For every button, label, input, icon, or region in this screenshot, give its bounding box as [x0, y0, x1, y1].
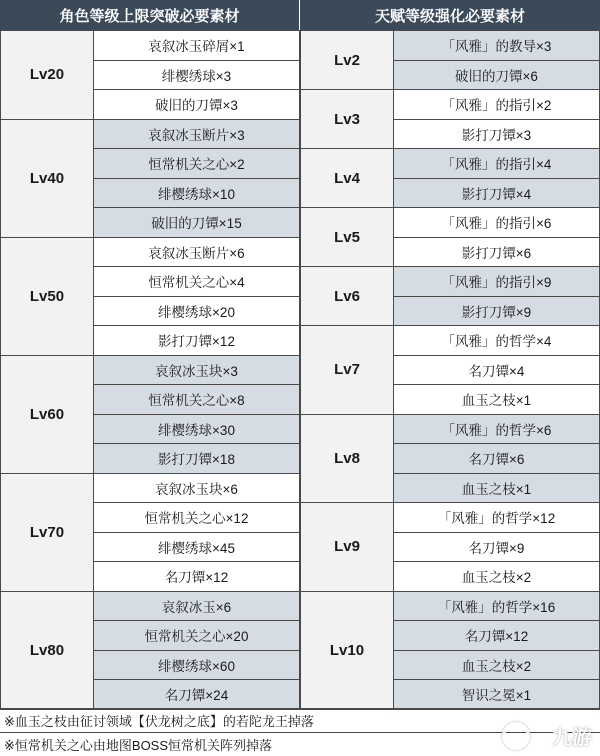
material-cell: 哀叙冰玉断片×6 — [93, 237, 300, 268]
material-cell: 绯樱绣球×20 — [93, 296, 300, 327]
material-cell: 血玉之枝×2 — [393, 561, 600, 592]
level-cell: Lv7 — [300, 325, 394, 415]
level-cell: Lv4 — [300, 148, 394, 208]
level-cell: Lv6 — [300, 266, 394, 326]
material-cell: 血玉之枝×1 — [393, 473, 600, 504]
material-cell: 「风雅」的指引×6 — [393, 207, 600, 238]
level-cell: Lv60 — [0, 355, 94, 474]
material-cell: 恒常机关之心×2 — [93, 148, 300, 179]
material-cell: 绯樱绣球×60 — [93, 650, 300, 681]
left-table-title: 角色等级上限突破必要素材 — [0, 0, 300, 30]
material-cell: 名刀镡×12 — [393, 620, 600, 651]
material-cell: 恒常机关之心×12 — [93, 502, 300, 533]
material-cell: 「风雅」的教导×3 — [393, 30, 600, 61]
material-cell: 「风雅」的哲学×4 — [393, 325, 600, 356]
level-cell: Lv10 — [300, 591, 394, 710]
material-cell: 血玉之枝×1 — [393, 384, 600, 415]
level-cell: Lv3 — [300, 89, 394, 149]
level-cell: Lv20 — [0, 30, 94, 120]
material-cell: 恒常机关之心×4 — [93, 266, 300, 297]
material-cell: 影打刀镡×4 — [393, 178, 600, 209]
footnote: ※恒常机关之心由地图BOSS恒常机关阵列掉落 — [0, 732, 600, 756]
material-cell: 绯樱绣球×10 — [93, 178, 300, 209]
material-cell: 影打刀镡×6 — [393, 237, 600, 268]
material-cell: 智识之冕×1 — [393, 679, 600, 710]
material-cell: 「风雅」的指引×9 — [393, 266, 600, 297]
material-cell: 绯樱绣球×30 — [93, 414, 300, 445]
material-cell: 血玉之枝×2 — [393, 650, 600, 681]
material-cell: 名刀镡×9 — [393, 532, 600, 563]
watermark-text: 九游 — [552, 727, 592, 749]
level-cell: Lv80 — [0, 591, 94, 710]
material-cell: 名刀镡×6 — [393, 443, 600, 474]
material-cell: 影打刀镡×9 — [393, 296, 600, 327]
material-cell: 「风雅」的哲学×6 — [393, 414, 600, 445]
material-cell: 「风雅」的指引×4 — [393, 148, 600, 179]
level-cell: Lv70 — [0, 473, 94, 592]
material-cell: 哀叙冰玉碎屑×1 — [93, 30, 300, 61]
material-cell: 名刀镡×12 — [93, 561, 300, 592]
level-cell: Lv9 — [300, 502, 394, 592]
material-cell: 名刀镡×4 — [393, 355, 600, 386]
material-cell: 「风雅」的指引×2 — [393, 89, 600, 120]
material-cell: 绯樱绣球×45 — [93, 532, 300, 563]
material-cell: 哀叙冰玉断片×3 — [93, 119, 300, 150]
jiuyou-logo-icon — [502, 722, 530, 750]
material-cell: 恒常机关之心×20 — [93, 620, 300, 651]
level-cell: Lv50 — [0, 237, 94, 356]
material-cell: 影打刀镡×3 — [393, 119, 600, 150]
material-cell: 绯樱绣球×3 — [93, 60, 300, 91]
right-table-title: 天赋等级强化必要素材 — [300, 0, 600, 30]
material-cell: 影打刀镡×12 — [93, 325, 300, 356]
level-cell: Lv5 — [300, 207, 394, 267]
footnote: ※血玉之枝由征讨领域【伏龙树之底】的若陀龙王掉落 — [0, 708, 600, 732]
material-cell: 恒常机关之心×8 — [93, 384, 300, 415]
material-cell: 哀叙冰玉块×6 — [93, 473, 300, 504]
level-cell: Lv2 — [300, 30, 394, 90]
material-cell: 破旧的刀镡×15 — [93, 207, 300, 238]
material-cell: 哀叙冰玉×6 — [93, 591, 300, 622]
material-cell: 名刀镡×24 — [93, 679, 300, 710]
material-cell: 破旧的刀镡×6 — [393, 60, 600, 91]
material-cell: 影打刀镡×18 — [93, 443, 300, 474]
level-cell: Lv8 — [300, 414, 394, 504]
material-cell: 破旧的刀镡×3 — [93, 89, 300, 120]
material-cell: 「风雅」的哲学×12 — [393, 502, 600, 533]
level-cell: Lv40 — [0, 119, 94, 238]
material-cell: 哀叙冰玉块×3 — [93, 355, 300, 386]
material-cell: 「风雅」的哲学×16 — [393, 591, 600, 622]
